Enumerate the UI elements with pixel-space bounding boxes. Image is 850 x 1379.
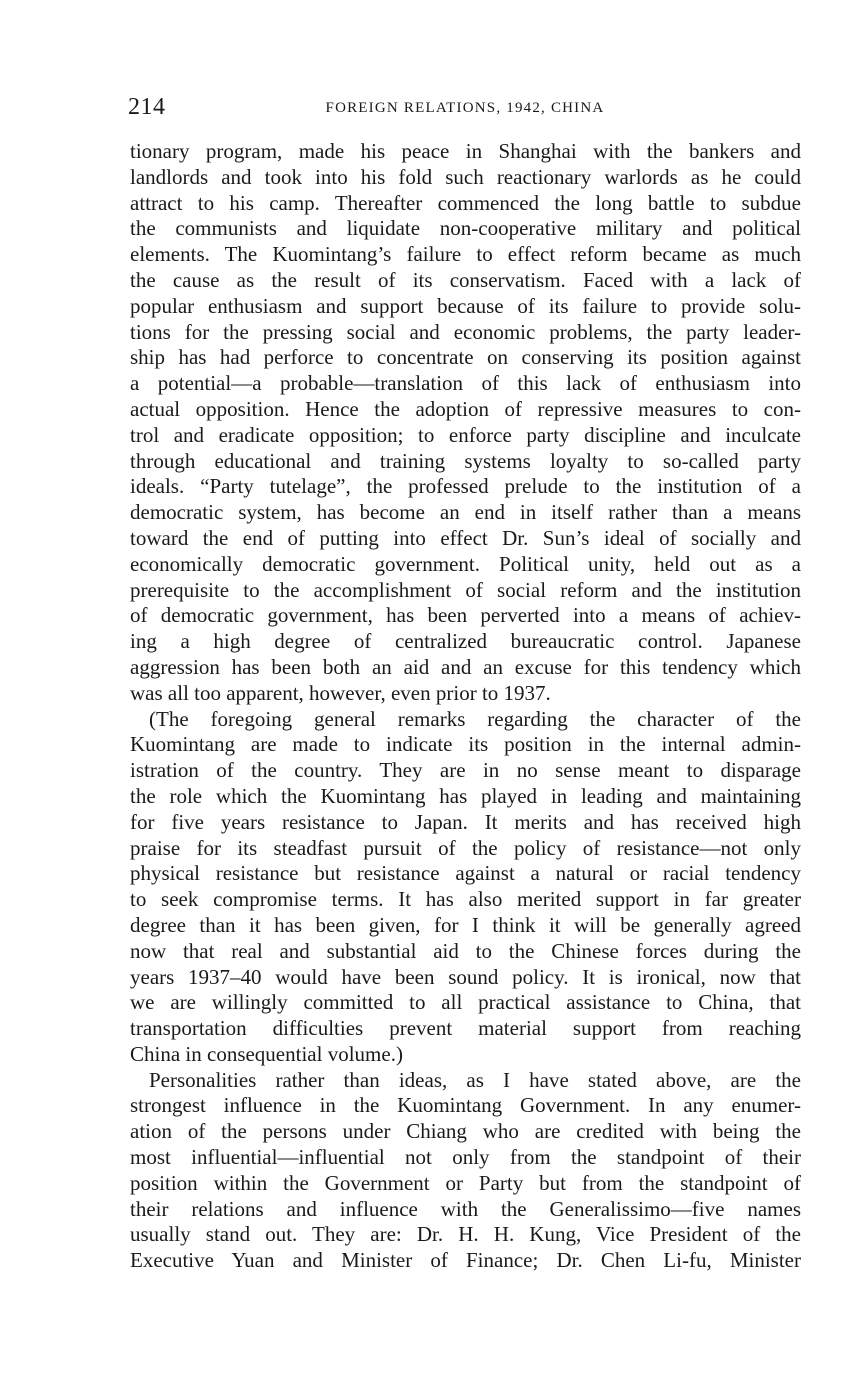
text-line: Kuomintang are made to indicate its position in the internal admin- [130,732,801,757]
text-line: toward the end of putting into effect Dr. Sun’s ideal of socially and [130,525,801,550]
text-line: transportation difficulties prevent material support from reaching [130,1016,801,1041]
text-line: position within the Government or Party but from the standpoint of [130,1170,801,1195]
body-text [130,139,801,1274]
text-line: Personalities rather than ideas, as I have stated above, are the [149,1067,801,1092]
text-line: landlords and took into his fold such reactionary warlords as he could [130,164,801,189]
text-line: ation of the persons under Chiang who are credited with being the [130,1119,801,1144]
text-line: prerequisite to the accomplishment of social reform and the institution [130,577,801,602]
text-line: to seek compromise terms. It has also merited support in far greater [130,887,801,912]
text-line: attract to his camp. Thereafter commenced the long battle to subdue [130,190,801,215]
text-line: (The foregoing general remarks regarding the character of the [149,706,801,731]
text-line: degree than it has been given, for I think it will be generally agreed [130,912,801,937]
text-line: China in consequential volume.) [130,1041,403,1066]
text-line: was all too apparent, however, even prior to 1937. [130,680,551,705]
text-line: aggression has been both an aid and an excuse for this tendency which [130,654,801,679]
text-line: of democratic government, has been perverted into a means of achiev- [130,603,801,628]
text-line: the cause as the result of its conservatism. Faced with a lack of [130,267,801,292]
text-line: through educational and training systems loyalty to so-called party [130,448,801,473]
text-line: physical resistance but resistance against a natural or racial tendency [130,861,801,886]
text-line: ideals. “Party tutelage”, the professed prelude to the institution of a [130,474,801,499]
running-head: FOREIGN RELATIONS, 1942, CHINA [325,100,605,116]
text-line: usually stand out. They are: Dr. H. H. Kung, Vice President of the [130,1222,801,1247]
text-line: ing a high degree of centralized bureaucratic control. Japanese [130,629,801,654]
page-header [128,94,802,124]
text-line: tionary program, made his peace in Shanghai with the bankers and [130,139,801,163]
text-line: trol and eradicate opposition; to enforce party discipline and inculcate [130,422,801,447]
text-line: strongest influence in the Kuomintang Government. In any enumer- [130,1093,801,1118]
paragraph-foregoing-remarks [130,707,801,1068]
text-line: popular enthusiasm and support because of its failure to provide solu- [130,293,801,318]
text-line: we are willingly committed to all practical assistance to China, that [130,990,801,1015]
paragraph-personalities [130,1068,801,1274]
text-line: actual opposition. Hence the adoption of repressive measures to con- [130,396,801,421]
text-line: their relations and influence with the Generalissimo—five names [130,1196,801,1221]
text-line: istration of the country. They are in no sense meant to disparage [130,758,801,783]
text-line: Executive Yuan and Minister of Finance; Dr. Chen Li-fu, Minister [130,1248,801,1273]
text-line: a potential—a probable—translation of this lack of enthusiasm into [130,371,801,396]
text-line: most influential—influential not only from the standpoint of their [130,1145,801,1170]
text-line: economically democratic government. Political unity, held out as a [130,551,801,576]
text-line: democratic system, has become an end in itself rather than a means [130,500,801,525]
text-line: for five years resistance to Japan. It merits and has received high [130,809,801,834]
text-line: years 1937–40 would have been sound policy. It is ironical, now that [130,964,801,989]
text-line: praise for its steadfast pursuit of the policy of resistance—not only [130,835,801,860]
page-number: 214 [128,94,166,120]
text-line: elements. The Kuomintang’s failure to effect reform became as much [130,242,801,267]
text-line: now that real and substantial aid to the Chinese forces during the [130,938,801,963]
text-line: ship has had perforce to concentrate on conserving its position against [130,345,801,370]
text-line: tions for the pressing social and economic problems, the party leader- [130,319,801,344]
paragraph-continuation [130,139,801,707]
text-line: the communists and liquidate non-cooperative military and political [130,216,801,241]
text-line: the role which the Kuomintang has played in leading and maintaining [130,783,801,808]
